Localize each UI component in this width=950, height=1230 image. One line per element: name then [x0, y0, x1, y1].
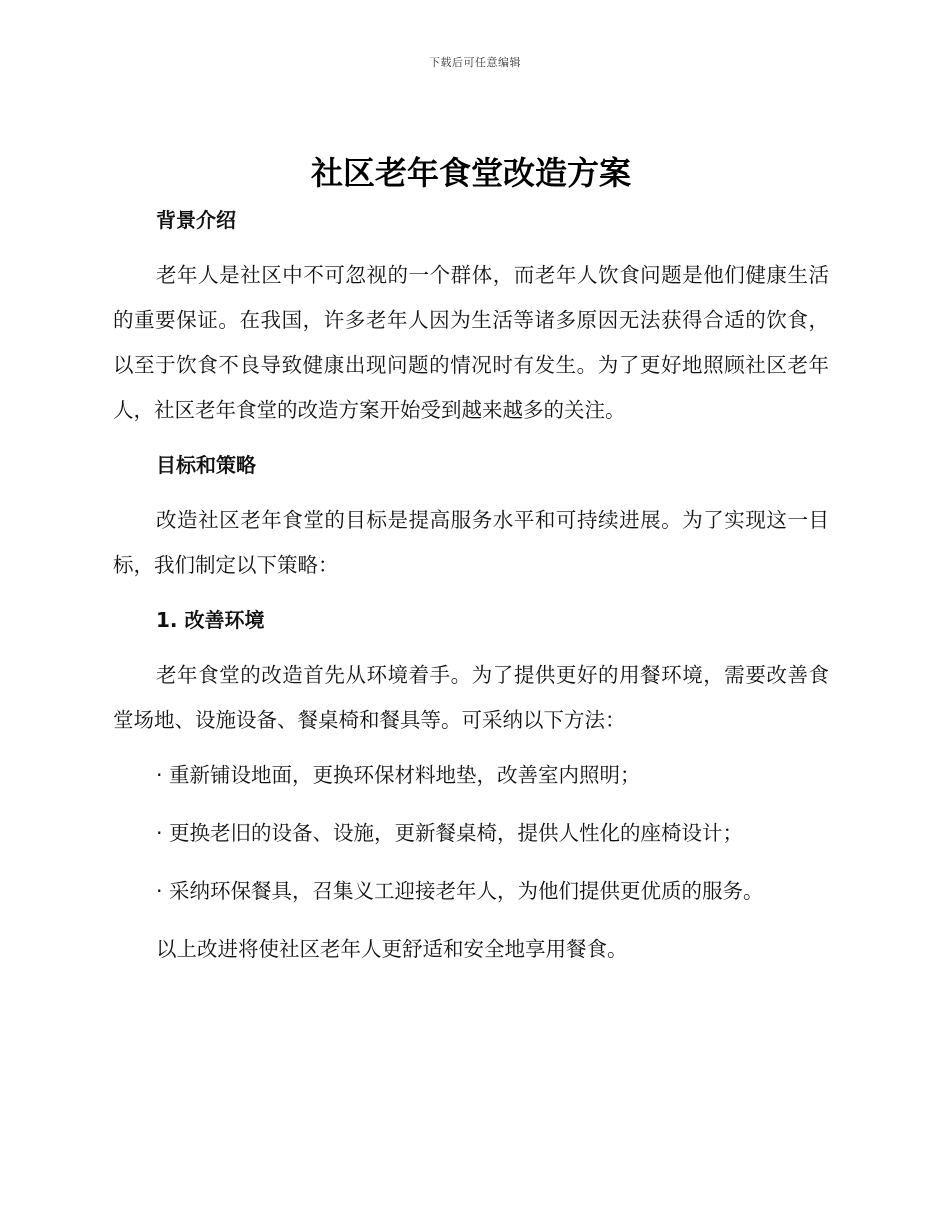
section-heading-background: 背景介绍	[156, 208, 236, 232]
background-paragraph: 老年人是社区中不可忽视的一个群体，而老年人饮食问题是他们健康生活的重要保证。在我国，许多老年人因为生活等诸多原因无法获得合适的饮食，以至于饮食不良导致健康出现问题的情况时有发生。为了更好地照顾社区老年人，社区老年食堂的改造方案开始受到越来越多的关注。	[113, 263, 829, 422]
bullet-item-tableware: · 采纳环保餐具，召集义工迎接老年人，为他们提供更优质的服务。	[156, 879, 764, 903]
document-content	[113, 150, 829, 963]
section-heading-environment: 1. 改善环境	[156, 608, 265, 632]
bullet-item-floor: · 重新铺设地面，更换环保材料地垫，改善室内照明；	[156, 763, 641, 787]
goals-paragraph: 改造社区老年食堂的目标是提高服务水平和可持续进展。为了实现这一目标，我们制定以下策略：	[113, 508, 829, 577]
bullet-item-equipment: · 更换老旧的设备、设施，更新餐桌椅，提供人性化的座椅设计；	[156, 821, 744, 845]
environment-paragraph: 老年食堂的改造首先从环境着手。为了提供更好的用餐环境，需要改善食堂场地、设施设备、餐桌椅和餐具等。可采纳以下方法：	[113, 663, 829, 732]
header-note: 下载后可任意编辑	[429, 56, 521, 69]
section-heading-goals: 目标和策略	[156, 453, 256, 477]
environment-conclusion: 以上改进将使社区老年人更舒适和安全地享用餐食。	[156, 937, 628, 961]
document-title: 社区老年食堂改造方案	[310, 154, 631, 192]
